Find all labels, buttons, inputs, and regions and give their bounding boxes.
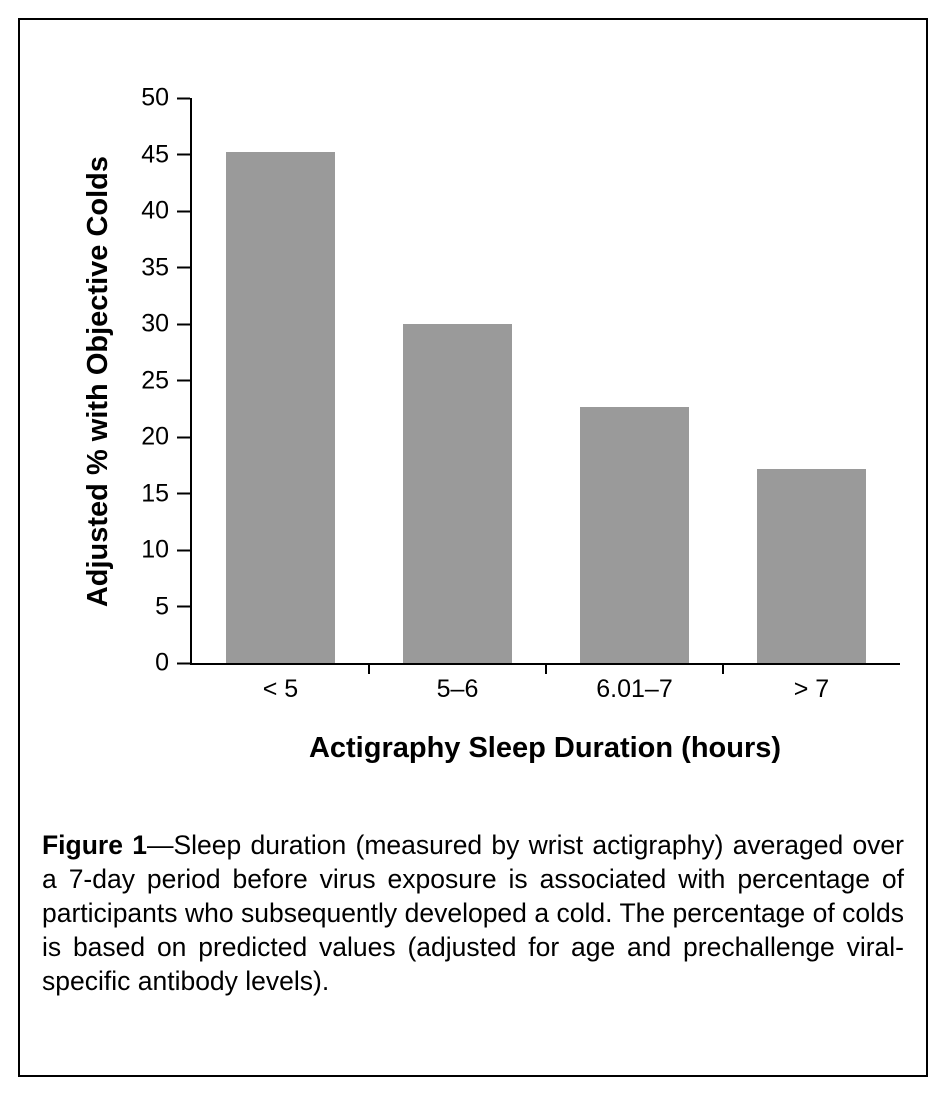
x-tick-label: 6.01–7 <box>596 675 673 703</box>
bar-slot <box>192 98 369 663</box>
y-tick-mark <box>177 549 190 551</box>
bar-1 <box>226 152 336 663</box>
x-tick-label: 5–6 <box>436 675 479 703</box>
y-tick-mark <box>177 210 190 212</box>
x-tick-mark <box>368 665 370 674</box>
y-tick-mark <box>177 493 190 495</box>
y-tick <box>131 368 190 393</box>
y-tick-mark <box>177 436 190 438</box>
bar-slot <box>723 98 900 663</box>
y-axis-title <box>76 98 120 665</box>
y-tick-label: 5 <box>155 592 169 620</box>
x-tick-mark <box>545 665 547 674</box>
y-tick <box>131 535 190 564</box>
y-tick-label: 15 <box>141 479 169 507</box>
y-tick <box>131 255 190 280</box>
bars-container <box>192 98 900 663</box>
figure-frame <box>18 18 928 1077</box>
x-axis-title: Actigraphy Sleep Duration (hours) <box>308 732 782 764</box>
bar-slot <box>369 98 546 663</box>
y-tick-mark <box>177 606 190 608</box>
y-tick <box>131 196 190 225</box>
bar-slot <box>546 98 723 663</box>
x-tick-label: < 5 <box>262 675 299 703</box>
y-tick-label: 10 <box>141 535 169 564</box>
y-tick-mark <box>177 380 190 382</box>
figure-caption-text: —Sleep duration (measured by wrist actigraphy) averaged over a 7-day period before virus exposure is associated with percentage of participants who subsequently developed a cold. The percentage of colds is based on predicted values (adjusted for age and prechallenge viral-specific antibody levels). <box>42 830 904 996</box>
y-tick-mark <box>177 267 190 269</box>
bar-4 <box>757 469 867 663</box>
y-tick-label: 45 <box>141 140 169 168</box>
y-tick <box>131 422 190 451</box>
y-tick-label: 50 <box>141 83 169 112</box>
x-axis-labels <box>192 675 900 704</box>
y-tick-label: 25 <box>141 366 169 394</box>
y-tick <box>131 594 190 619</box>
x-tick-mark <box>722 665 724 674</box>
y-tick-label: 20 <box>141 422 169 451</box>
y-tick <box>131 83 190 112</box>
figure-caption-label: Figure 1 <box>42 830 147 860</box>
x-tick-label: > 7 <box>793 675 830 703</box>
figure-caption <box>42 828 904 998</box>
y-axis-title-text: Adjusted % with Objective Colds <box>81 155 114 608</box>
y-tick-label: 40 <box>141 196 169 225</box>
y-tick-mark <box>177 323 190 325</box>
bar-3 <box>580 407 690 664</box>
y-tick <box>131 481 190 506</box>
y-tick-label: 0 <box>155 648 169 677</box>
y-tick-mark <box>177 154 190 156</box>
bar-2 <box>403 324 513 663</box>
plot-area <box>141 83 900 703</box>
y-tick-label: 35 <box>141 253 169 281</box>
y-tick <box>131 648 190 677</box>
y-tick-mark <box>177 97 190 99</box>
y-tick-mark <box>177 662 190 664</box>
y-tick <box>131 142 190 167</box>
y-tick-label: 30 <box>141 309 169 338</box>
y-tick <box>131 309 190 338</box>
